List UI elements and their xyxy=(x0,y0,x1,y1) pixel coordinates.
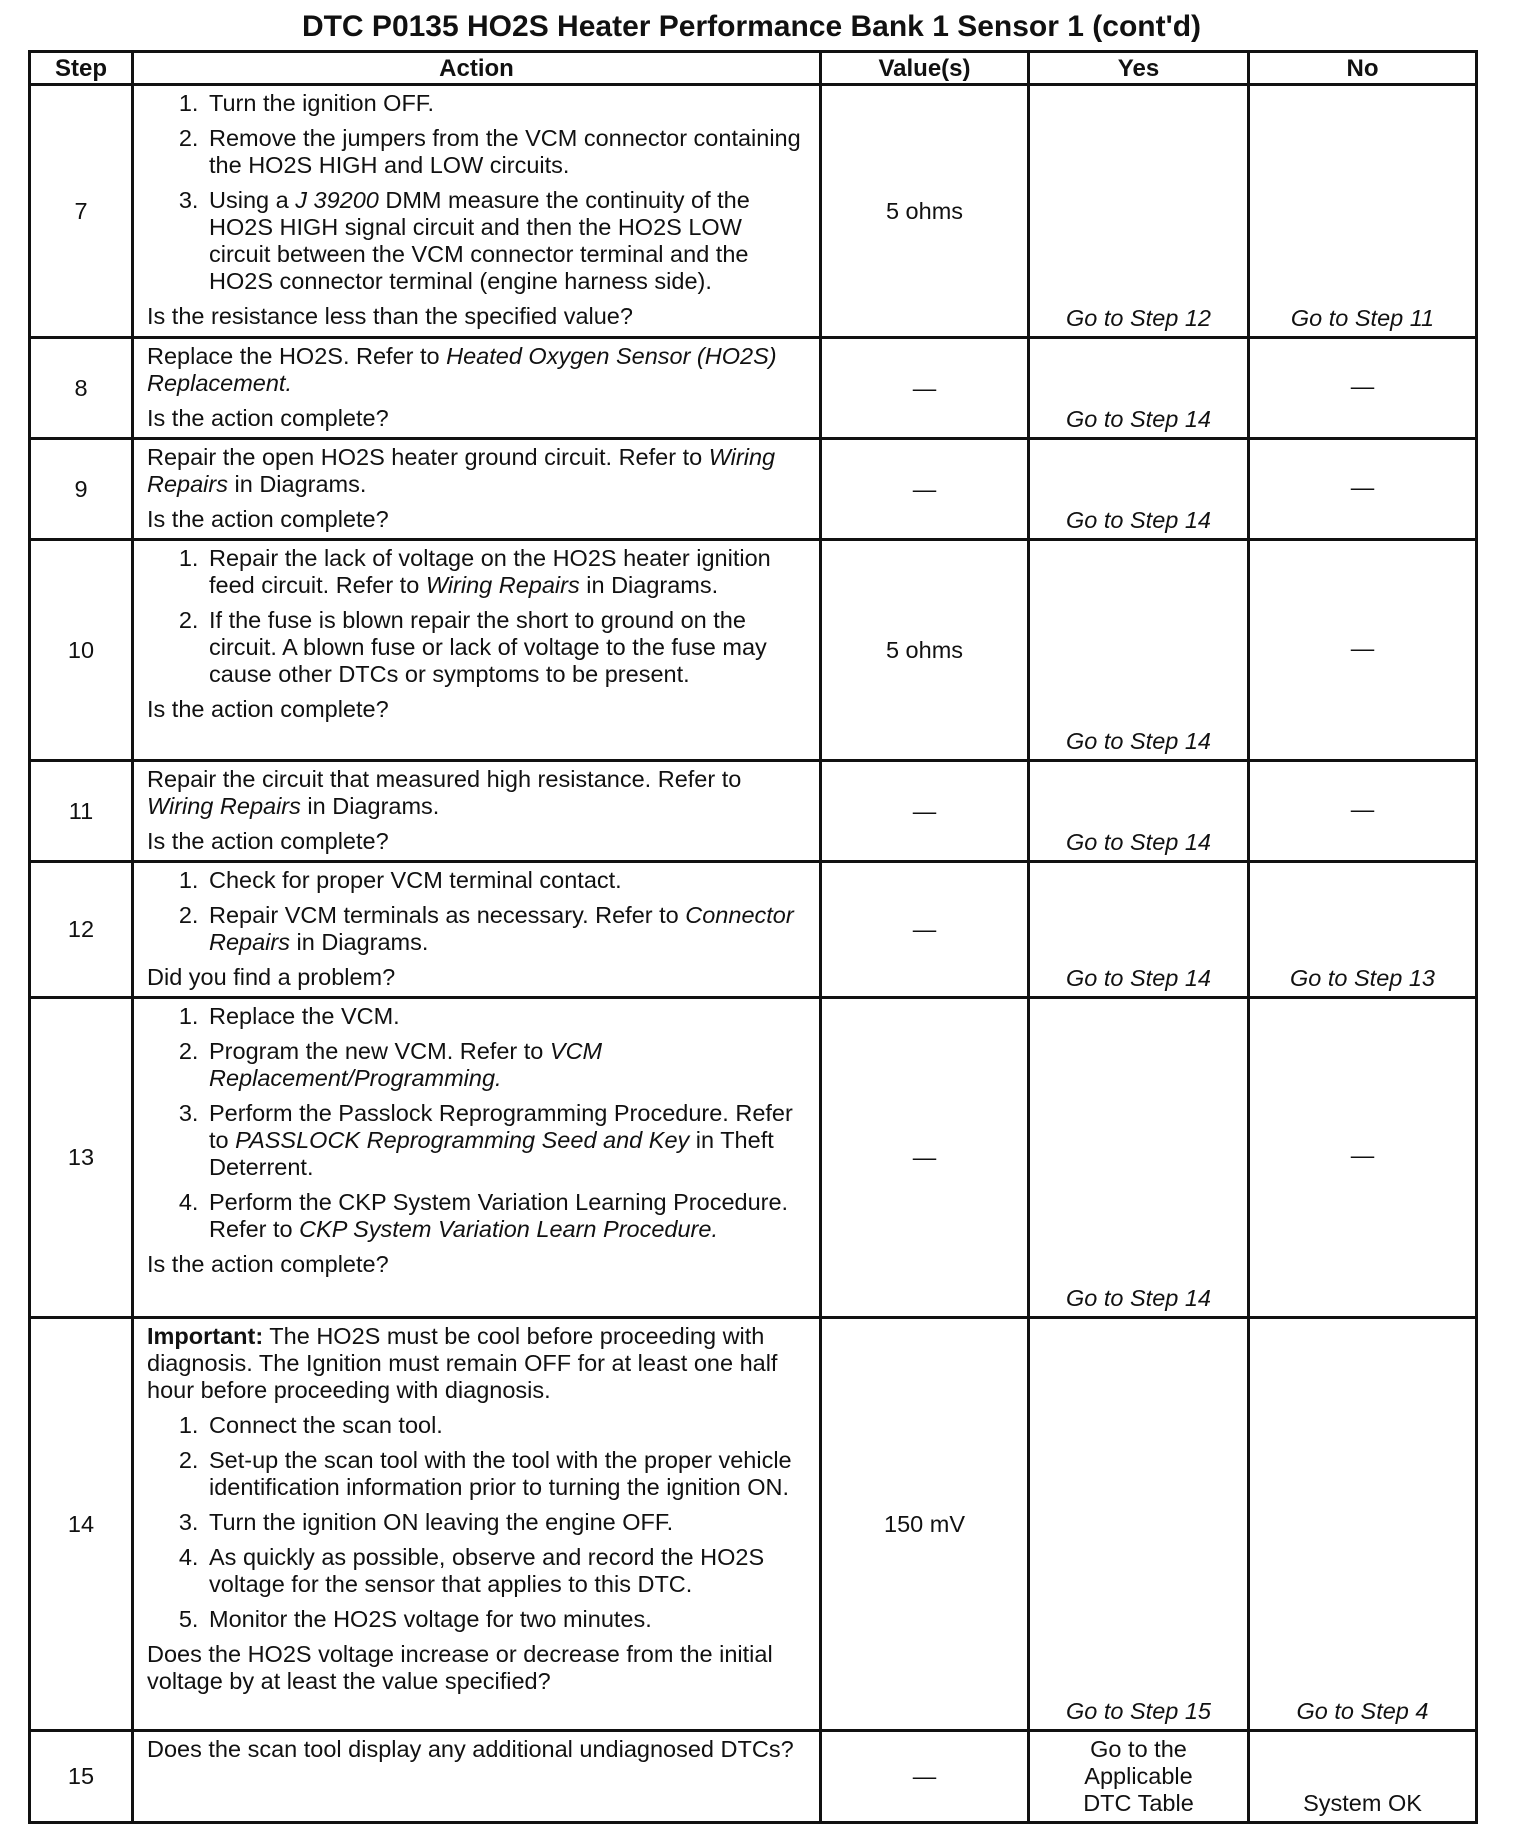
step-number: 12 xyxy=(30,862,133,998)
yes-line: Go to the xyxy=(1090,1736,1187,1762)
action-question: Did you find a problem? xyxy=(147,964,396,990)
action-step: 1. Repair the lack of voltage on the HO2S heater ignition feed circuit. Refer to Wiring Repairs in Diagrams. xyxy=(205,545,809,599)
table-row xyxy=(30,862,1477,998)
yes-cell xyxy=(1029,1731,1249,1823)
value-cell: 5 ohms xyxy=(821,540,1029,761)
action-steps xyxy=(147,1412,809,1633)
yes-cell: Go to Step 12 xyxy=(1029,85,1249,338)
value-cell: 5 ohms xyxy=(821,85,1029,338)
action-step: 3. Using a J 39200 DMM measure the continuity of the HO2S HIGH signal circuit and then the HO2S LOW circuit between the VCM connector terminal and the HO2S connector terminal (engine harness side). xyxy=(205,187,809,295)
no-cell: Go to Step 11 xyxy=(1249,85,1477,338)
action-step: 2. Set-up the scan tool with the tool with the proper vehicle identification information prior to turning the ignition ON. xyxy=(205,1447,809,1501)
header-yes: Yes xyxy=(1029,52,1249,85)
action-cell xyxy=(133,862,821,998)
value-cell: — xyxy=(821,439,1029,540)
action-cell xyxy=(133,338,821,439)
yes-cell: Go to Step 14 xyxy=(1029,338,1249,439)
yes-cell: Go to Step 15 xyxy=(1029,1318,1249,1731)
action-steps xyxy=(147,867,809,956)
step-number: 10 xyxy=(30,540,133,761)
action-cell xyxy=(133,761,821,862)
yes-cell: Go to Step 14 xyxy=(1029,540,1249,761)
table-row xyxy=(30,1318,1477,1731)
step-number: 11 xyxy=(30,761,133,862)
value-cell: — xyxy=(821,338,1029,439)
action-cell xyxy=(133,998,821,1318)
action-step: 3. Perform the Passlock Reprogramming Procedure. Refer to PASSLOCK Reprogramming Seed and Key in Theft Deterrent. xyxy=(205,1100,809,1181)
no-cell: — xyxy=(1249,338,1477,439)
action-step: 2. If the fuse is blown repair the short to ground on the circuit. A blown fuse or lack of voltage to the fuse may cause other DTCs or symptoms to be present. xyxy=(205,607,809,688)
action-question: Is the action complete? xyxy=(147,828,389,854)
action-question: Is the resistance less than the specified value? xyxy=(147,303,633,329)
table-row xyxy=(30,540,1477,761)
action-step: 1. Replace the VCM. xyxy=(205,1003,809,1030)
no-cell: — xyxy=(1249,540,1477,761)
yes-cell: Go to Step 14 xyxy=(1029,761,1249,862)
action-question: Is the action complete? xyxy=(147,696,389,722)
header-no: No xyxy=(1249,52,1477,85)
no-cell: Go to Step 4 xyxy=(1249,1318,1477,1731)
table-row xyxy=(30,761,1477,862)
action-cell xyxy=(133,85,821,338)
action-step: 4. As quickly as possible, observe and record the HO2S voltage for the sensor that applies to this DTC. xyxy=(205,1544,809,1598)
no-cell: — xyxy=(1249,998,1477,1318)
yes-cell: Go to Step 14 xyxy=(1029,439,1249,540)
action-question: Is the action complete? xyxy=(147,405,389,431)
step-number: 15 xyxy=(30,1731,133,1823)
action-cell xyxy=(133,1318,821,1731)
value-cell: — xyxy=(821,998,1029,1318)
no-cell: System OK xyxy=(1249,1731,1477,1823)
action-cell xyxy=(133,540,821,761)
table-row xyxy=(30,338,1477,439)
header-values: Value(s) xyxy=(821,52,1029,85)
table-row xyxy=(30,1731,1477,1823)
step-number: 7 xyxy=(30,85,133,338)
action-step: 1. Check for proper VCM terminal contact. xyxy=(205,867,809,894)
action-steps xyxy=(147,545,809,688)
step-number: 8 xyxy=(30,338,133,439)
action-text: Repair the circuit that measured high resistance. Refer to Wiring Repairs in Diagrams. xyxy=(147,766,742,819)
step-number: 9 xyxy=(30,439,133,540)
value-cell: — xyxy=(821,1731,1029,1823)
action-steps xyxy=(147,90,809,295)
important-label: Important: xyxy=(147,1323,264,1349)
header-step: Step xyxy=(30,52,133,85)
action-step: 1. Connect the scan tool. xyxy=(205,1412,809,1439)
yes-line: DTC Table xyxy=(1083,1790,1194,1816)
value-cell: — xyxy=(821,761,1029,862)
table-row xyxy=(30,439,1477,540)
action-question: Does the scan tool display any additional undiagnosed DTCs? xyxy=(147,1736,794,1762)
action-step: 5. Monitor the HO2S voltage for two minutes. xyxy=(205,1606,809,1633)
action-cell xyxy=(133,1731,821,1823)
action-text: Repair the open HO2S heater ground circuit. Refer to Wiring Repairs in Diagrams. xyxy=(147,444,776,497)
important-note: Important: The HO2S must be cool before proceeding with diagnosis. The Ignition must remain OFF for at least one half hour before proceeding with diagnosis. xyxy=(147,1323,778,1403)
document-title: DTC P0135 HO2S Heater Performance Bank 1 Sensor 1 (cont'd) xyxy=(301,10,1202,43)
action-question: Does the HO2S voltage increase or decrease from the initial voltage by at least the value specified? xyxy=(147,1641,773,1694)
step-number: 13 xyxy=(30,998,133,1318)
action-step: 2. Program the new VCM. Refer to VCM Replacement/Programming. xyxy=(205,1038,809,1092)
action-text: Replace the HO2S. Refer to Heated Oxygen Sensor (HO2S) Replacement. xyxy=(147,343,777,396)
no-cell: — xyxy=(1249,761,1477,862)
yes-cell: Go to Step 14 xyxy=(1029,862,1249,998)
no-cell: — xyxy=(1249,439,1477,540)
action-question: Is the action complete? xyxy=(147,1251,389,1277)
table-row xyxy=(30,998,1477,1318)
action-steps xyxy=(147,1003,809,1243)
value-cell: 150 mV xyxy=(821,1318,1029,1731)
action-step: 2. Remove the jumpers from the VCM connector containing the HO2S HIGH and LOW circuits. xyxy=(205,125,809,179)
value-cell: — xyxy=(821,862,1029,998)
yes-line: Applicable xyxy=(1084,1763,1193,1789)
diagnostic-table xyxy=(28,50,1478,1824)
header-action: Action xyxy=(133,52,821,85)
action-cell xyxy=(133,439,821,540)
action-step: 4. Perform the CKP System Variation Learning Procedure. Refer to CKP System Variation Learn Procedure. xyxy=(205,1189,809,1243)
no-cell: Go to Step 13 xyxy=(1249,862,1477,998)
action-step: 1. Turn the ignition OFF. xyxy=(205,90,809,117)
step-number: 14 xyxy=(30,1318,133,1731)
action-step: 2. Repair VCM terminals as necessary. Refer to Connector Repairs in Diagrams. xyxy=(205,902,809,956)
table-row xyxy=(30,85,1477,338)
action-step: 3. Turn the ignition ON leaving the engine OFF. xyxy=(205,1509,809,1536)
table-header-row xyxy=(30,52,1477,85)
action-question: Is the action complete? xyxy=(147,506,389,532)
yes-cell: Go to Step 14 xyxy=(1029,998,1249,1318)
